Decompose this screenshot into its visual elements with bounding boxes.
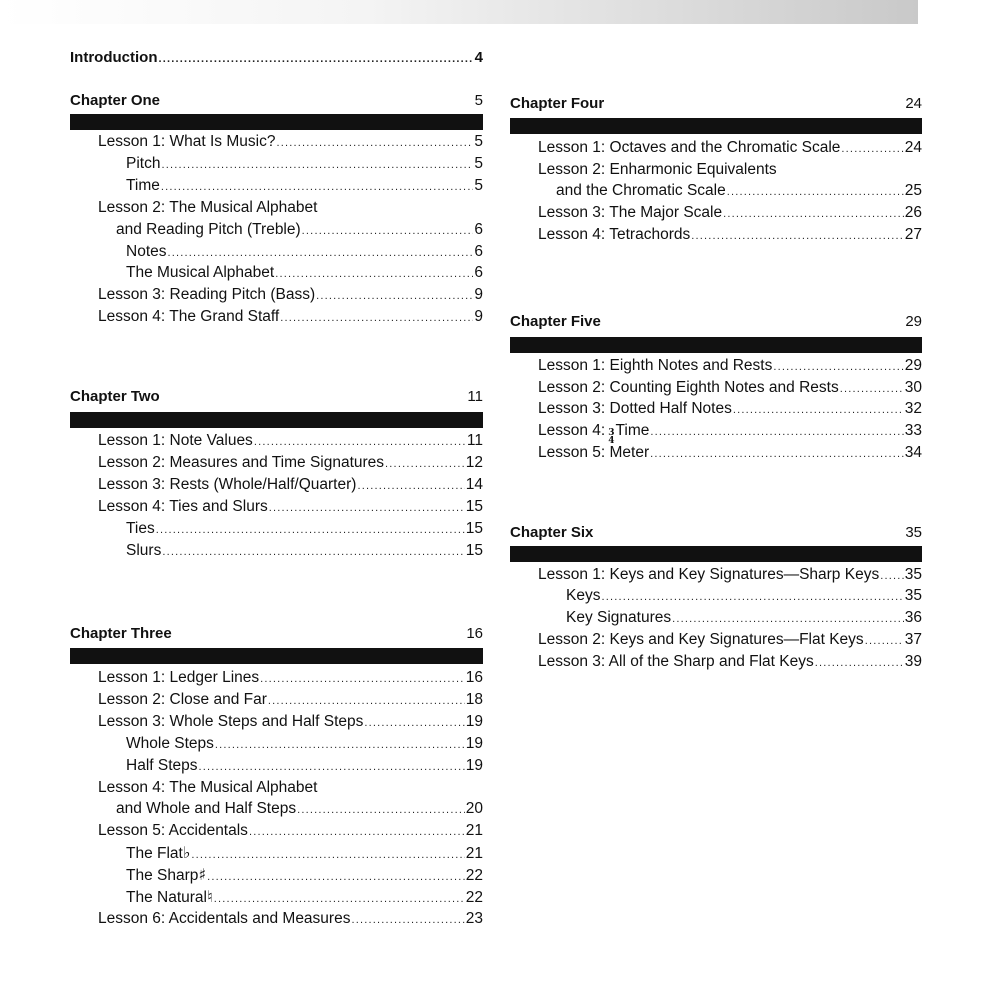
toc-entry[interactable] xyxy=(70,430,483,452)
entry-page: 11 xyxy=(466,432,483,449)
toc-entry[interactable] xyxy=(70,777,483,799)
entry-page: 32 xyxy=(904,400,922,417)
toc-entry[interactable] xyxy=(70,241,483,263)
entry-label: Time xyxy=(126,177,160,194)
entry-label: Lesson 4: Ties and Slurs xyxy=(98,498,268,515)
dot-leader xyxy=(815,652,904,674)
entry-page: 21 xyxy=(465,822,483,839)
entry-label: Lesson 2: Enharmonic Equivalents xyxy=(538,161,777,178)
entry-page: 36 xyxy=(904,609,922,626)
toc-entry[interactable] xyxy=(70,842,483,864)
toc-entry[interactable] xyxy=(510,377,922,399)
entry-page: 9 xyxy=(474,286,483,303)
dot-leader xyxy=(723,203,904,225)
entry-page: 21 xyxy=(465,845,483,862)
dot-leader xyxy=(297,799,465,821)
entry-page: 15 xyxy=(465,520,483,537)
entry-page: 26 xyxy=(904,204,922,221)
entry-page: 15 xyxy=(465,498,483,515)
flat-symbol-icon: ♭ xyxy=(182,843,191,862)
dot-leader xyxy=(840,378,904,400)
entry-label: Lesson 4: Tetrachords xyxy=(538,226,691,243)
toc-entry[interactable] xyxy=(510,442,922,464)
toc-entry[interactable] xyxy=(510,137,922,159)
toc-entry[interactable] xyxy=(70,131,483,153)
time-sig-top: 3 xyxy=(608,428,615,438)
dot-leader xyxy=(156,519,465,541)
entry-label: Lesson 4: The Grand Staff xyxy=(98,308,280,325)
entry-page: 35 xyxy=(904,566,922,583)
chapter-page: 16 xyxy=(466,625,483,642)
dot-leader xyxy=(316,285,473,307)
dot-leader xyxy=(191,844,464,866)
toc-entry[interactable] xyxy=(70,908,483,930)
entry-page: 16 xyxy=(465,669,483,686)
toc-entry[interactable] xyxy=(70,518,483,540)
dot-leader xyxy=(650,421,903,443)
entry-label: Slurs xyxy=(126,542,162,559)
dot-leader xyxy=(773,356,903,378)
time-sig-bottom: 4 xyxy=(608,436,615,446)
entry-label: Lesson 2: Counting Eighth Notes and Rests xyxy=(538,379,839,396)
dot-leader xyxy=(207,866,465,888)
chapter-heading[interactable] xyxy=(510,311,922,333)
dot-leader xyxy=(880,565,904,587)
dot-leader xyxy=(672,608,904,630)
entry-label: Lesson 1: Ledger Lines xyxy=(98,669,260,686)
chapter-title: Chapter Three xyxy=(70,625,172,642)
toc-entry[interactable] xyxy=(510,202,922,224)
chapter-divider-bar xyxy=(510,546,922,562)
entry-page: 4 xyxy=(474,49,483,66)
entry-page: 23 xyxy=(465,910,483,927)
entry-label: Lesson 1: Eighth Notes and Rests xyxy=(538,357,773,374)
dot-leader xyxy=(691,225,904,247)
chapter-heading[interactable] xyxy=(70,90,483,112)
chapter-divider-bar xyxy=(70,648,483,664)
dot-leader xyxy=(215,734,465,756)
dot-leader xyxy=(302,220,474,242)
dot-leader xyxy=(275,263,473,285)
toc-entry[interactable] xyxy=(510,651,922,673)
entry-label: Lesson 1: What Is Music? xyxy=(98,133,276,150)
toc-entry[interactable] xyxy=(510,585,922,607)
dot-leader xyxy=(161,154,473,176)
chapter-heading[interactable] xyxy=(510,522,922,544)
toc-entry[interactable] xyxy=(70,197,483,219)
entry-label: Lesson 1: Keys and Key Signatures—Sharp Keys xyxy=(538,566,880,583)
toc-entry[interactable] xyxy=(70,219,483,241)
chapter-title: Chapter One xyxy=(70,92,161,109)
dot-leader xyxy=(351,909,464,931)
toc-entry[interactable] xyxy=(510,224,922,246)
entry-label: and Whole and Half Steps xyxy=(116,800,297,817)
entry-page: 34 xyxy=(904,444,922,461)
dot-leader xyxy=(865,630,904,652)
entry-label: Pitch xyxy=(126,155,161,172)
entry-label: Lesson 2: Measures and Time Signatures xyxy=(98,454,385,471)
chapter-page: 5 xyxy=(474,92,483,109)
entry-label: Lesson 3: Reading Pitch (Bass) xyxy=(98,286,316,303)
toc-entry[interactable] xyxy=(70,733,483,755)
toc-entry[interactable] xyxy=(70,452,483,474)
toc-entry[interactable] xyxy=(70,711,483,733)
sharp-symbol-icon: ♯ xyxy=(198,865,207,884)
entry-label: Lesson 1: Octaves and the Chromatic Scale xyxy=(538,139,841,156)
chapter-heading[interactable] xyxy=(70,386,483,408)
entry-page: 5 xyxy=(474,155,483,172)
entry-page: 9 xyxy=(474,308,483,325)
chapter-divider-bar xyxy=(510,118,922,134)
entry-page: 19 xyxy=(465,735,483,752)
entry-page: 14 xyxy=(465,476,483,493)
dot-leader xyxy=(268,690,465,712)
entry-label: Notes xyxy=(126,243,167,260)
toc-entry[interactable] xyxy=(70,798,483,820)
chapter-divider-bar xyxy=(70,412,483,428)
entry-label: Ties xyxy=(126,520,155,537)
entry-label: Introduction xyxy=(70,49,158,66)
entry-label: Lesson 3: The Major Scale xyxy=(538,204,723,221)
dot-leader xyxy=(280,307,473,329)
entry-page: 33 xyxy=(904,422,922,439)
toc-entry[interactable] xyxy=(510,159,922,181)
toc-entry[interactable] xyxy=(510,420,922,446)
entry-page: 39 xyxy=(904,653,922,670)
toc-entry[interactable] xyxy=(510,607,922,629)
entry-page: 6 xyxy=(474,221,483,238)
dot-leader xyxy=(214,888,465,910)
entry-label: and Reading Pitch (Treble) xyxy=(116,221,301,238)
toc-entry[interactable] xyxy=(510,564,922,586)
natural-symbol-icon: ♮ xyxy=(206,887,213,906)
chapter-title: Chapter Four xyxy=(510,95,605,112)
toc-entry[interactable] xyxy=(70,864,483,886)
header-gradient-bar xyxy=(0,0,918,24)
entry-page: 29 xyxy=(904,357,922,374)
entry-page: 18 xyxy=(465,691,483,708)
dot-leader xyxy=(727,181,904,203)
entry-page: 6 xyxy=(474,243,483,260)
entry-label: and the Chromatic Scale xyxy=(556,182,726,199)
entry-page: 27 xyxy=(904,226,922,243)
dot-leader xyxy=(269,497,465,519)
entry-page: 22 xyxy=(465,867,483,884)
toc-entry[interactable] xyxy=(510,180,922,202)
entry-label: Whole Steps xyxy=(126,735,214,752)
chapter-divider-bar xyxy=(70,114,483,130)
entry-label: Lesson 4: The Musical Alphabet xyxy=(98,779,318,796)
entry-label: Keys xyxy=(566,587,601,604)
toc-entry[interactable] xyxy=(70,667,483,689)
toc-entry[interactable] xyxy=(70,306,483,328)
chapter-heading[interactable] xyxy=(70,623,483,645)
toc-entry[interactable] xyxy=(70,689,483,711)
entry-label: The Flat xyxy=(126,845,183,862)
entry-label: Lesson 2: Keys and Key Signatures—Flat Keys xyxy=(538,631,864,648)
entry-page: 5 xyxy=(474,177,483,194)
toc-entry[interactable] xyxy=(510,355,922,377)
entry-label-after: Time xyxy=(615,422,650,439)
chapter-page: 29 xyxy=(905,313,922,330)
entry-label: Lesson 3: Dotted Half Notes xyxy=(538,400,732,417)
dot-leader xyxy=(841,138,903,160)
dot-leader xyxy=(161,176,474,198)
entry-label: Half Steps xyxy=(126,757,198,774)
chapter-page: 11 xyxy=(467,388,483,405)
entry-page: 5 xyxy=(474,133,483,150)
dot-leader xyxy=(199,756,465,778)
dot-leader xyxy=(260,668,465,690)
entry-label: Lesson 5: Accidentals xyxy=(98,822,248,839)
dot-leader xyxy=(254,431,466,453)
toc-entry[interactable] xyxy=(70,496,483,518)
entry-page: 37 xyxy=(904,631,922,648)
entry-page: 19 xyxy=(465,713,483,730)
dot-leader xyxy=(249,821,465,843)
dot-leader xyxy=(357,475,464,497)
dot-leader xyxy=(162,541,464,563)
entry-label: The Sharp xyxy=(126,867,199,884)
entry-page: 24 xyxy=(904,139,922,156)
toc-entry[interactable] xyxy=(70,284,483,306)
entry-label: Lesson 4: xyxy=(538,422,606,439)
dot-leader xyxy=(385,453,465,475)
entry-page: 12 xyxy=(465,454,483,471)
entry-page: 19 xyxy=(465,757,483,774)
toc-entry[interactable] xyxy=(70,175,483,197)
entry-page: 6 xyxy=(474,264,483,281)
entry-label: Lesson 3: Whole Steps and Half Steps xyxy=(98,713,364,730)
chapter-page: 35 xyxy=(905,524,922,541)
dot-leader xyxy=(733,399,904,421)
dot-leader xyxy=(168,242,474,264)
chapter-title: Chapter Two xyxy=(70,388,160,405)
entry-page: 20 xyxy=(465,800,483,817)
entry-label: Lesson 3: Rests (Whole/Half/Quarter) xyxy=(98,476,357,493)
chapter-title: Chapter Six xyxy=(510,524,594,541)
entry-label: The Natural xyxy=(126,889,207,906)
toc-entry[interactable] xyxy=(510,398,922,420)
entry-label: The Musical Alphabet xyxy=(126,264,275,281)
entry-page: 15 xyxy=(465,542,483,559)
entry-label: Lesson 5: Meter xyxy=(538,444,650,461)
entry-label: Lesson 2: The Musical Alphabet xyxy=(98,199,318,216)
chapter-title: Chapter Five xyxy=(510,313,601,330)
entry-page: 35 xyxy=(904,587,922,604)
toc-entry[interactable] xyxy=(70,262,483,284)
entry-label: Lesson 2: Close and Far xyxy=(98,691,267,708)
chapter-divider-bar xyxy=(510,337,922,353)
entry-page: 25 xyxy=(904,182,922,199)
toc-entry[interactable] xyxy=(70,755,483,777)
chapter-page: 24 xyxy=(905,95,922,112)
toc-entry-introduction[interactable] xyxy=(70,47,483,69)
toc-entry[interactable] xyxy=(510,629,922,651)
toc-entry[interactable] xyxy=(70,886,483,908)
entry-label: Lesson 1: Note Values xyxy=(98,432,253,449)
entry-page: 22 xyxy=(465,889,483,906)
entry-label: Lesson 6: Accidentals and Measures xyxy=(98,910,351,927)
toc-entry[interactable] xyxy=(70,820,483,842)
dot-leader xyxy=(601,586,903,608)
toc-entry[interactable] xyxy=(70,153,483,175)
entry-page: 30 xyxy=(904,379,922,396)
dot-leader xyxy=(364,712,464,734)
chapter-heading[interactable] xyxy=(510,93,922,115)
entry-label: Key Signatures xyxy=(566,609,672,626)
toc-entry[interactable] xyxy=(70,474,483,496)
dot-leader xyxy=(158,48,473,70)
entry-label: Lesson 3: All of the Sharp and Flat Keys xyxy=(538,653,814,670)
dot-leader xyxy=(276,132,473,154)
toc-entry[interactable] xyxy=(70,540,483,562)
dot-leader xyxy=(650,443,904,465)
